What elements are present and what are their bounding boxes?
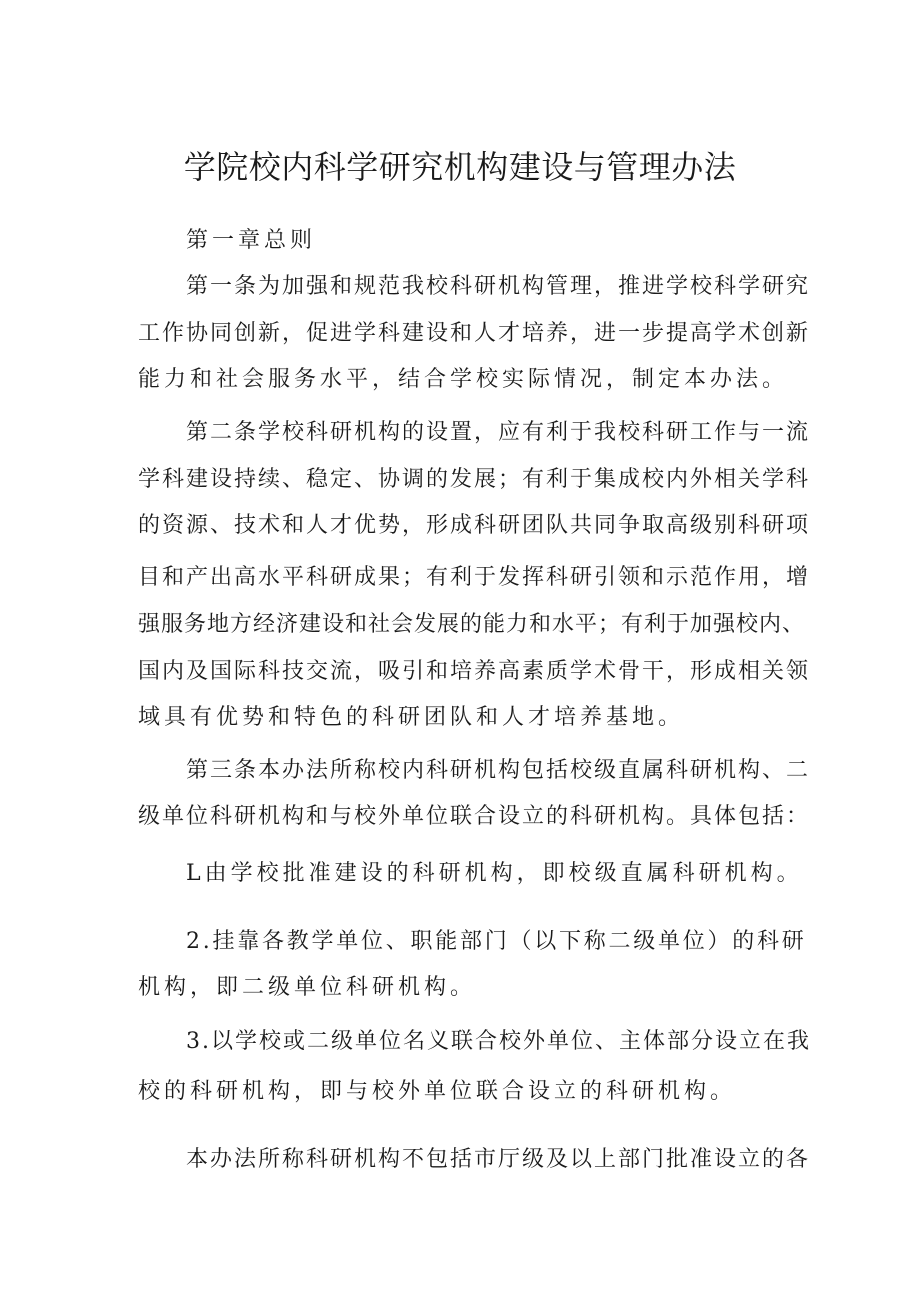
article3-line2: 级单位科研机构和与校外单位联合设立的科研机构。具体包括：	[138, 804, 811, 829]
article3-line1: 第三条本办法所称校内科研机构包括校级直属科研机构、二	[186, 758, 811, 783]
article2-line5: 强服务地方经济建设和社会发展的能力和水平；有利于加强校内、	[138, 612, 806, 637]
article2-line6: 国内及国际科技交流，吸引和培养高素质学术骨干，形成相关领	[138, 659, 811, 684]
article1-line2: 工作协同创新，促进学科建设和人才培养，进一步提高学术创新	[138, 321, 811, 346]
item3-line2: 校的科研机构，即与校外单位联合设立的科研机构。	[138, 1079, 737, 1104]
document-title: 学院校内科学研究机构建设与管理办法	[183, 148, 737, 186]
article1-line3: 能力和社会服务水平，结合学校实际情况，制定本办法。	[138, 367, 789, 392]
chapter-heading: 第一章总则	[186, 228, 317, 253]
article2-line4: 目和产出高水平科研成果；有利于发挥科研引领和示范作用，增	[138, 565, 811, 590]
item2-line1: 2.挂靠各教学单位、职能部门（以下称二级单位）的科研	[186, 929, 807, 954]
article2-line7: 域具有优势和特色的科研团队和人才培养基地。	[138, 705, 685, 730]
closing-line1: 本办法所称科研机构不包括市厅级及以上部门批准设立的各	[186, 1147, 811, 1172]
item2-line2: 机构，即二级单位科研机构。	[138, 975, 477, 1000]
article2-line2: 学科建设持续、稳定、协调的发展；有利于集成校内外相关学科	[138, 467, 811, 492]
item1-line1: L由学校批准建设的科研机构，即校级直属科研机构。	[186, 861, 803, 886]
article2-line1: 第二条学校科研机构的设置，应有利于我校科研工作与一流	[186, 420, 811, 445]
item3-line1: 3.以学校或二级单位名义联合校外单位、主体部分设立在我	[186, 1029, 811, 1054]
article1-line1: 第一条为加强和规范我校科研机构管理，推进学校科学研究	[186, 274, 811, 299]
article2-line3: 的资源、技术和人才优势，形成科研团队共同争取高级别科研项	[138, 513, 811, 538]
